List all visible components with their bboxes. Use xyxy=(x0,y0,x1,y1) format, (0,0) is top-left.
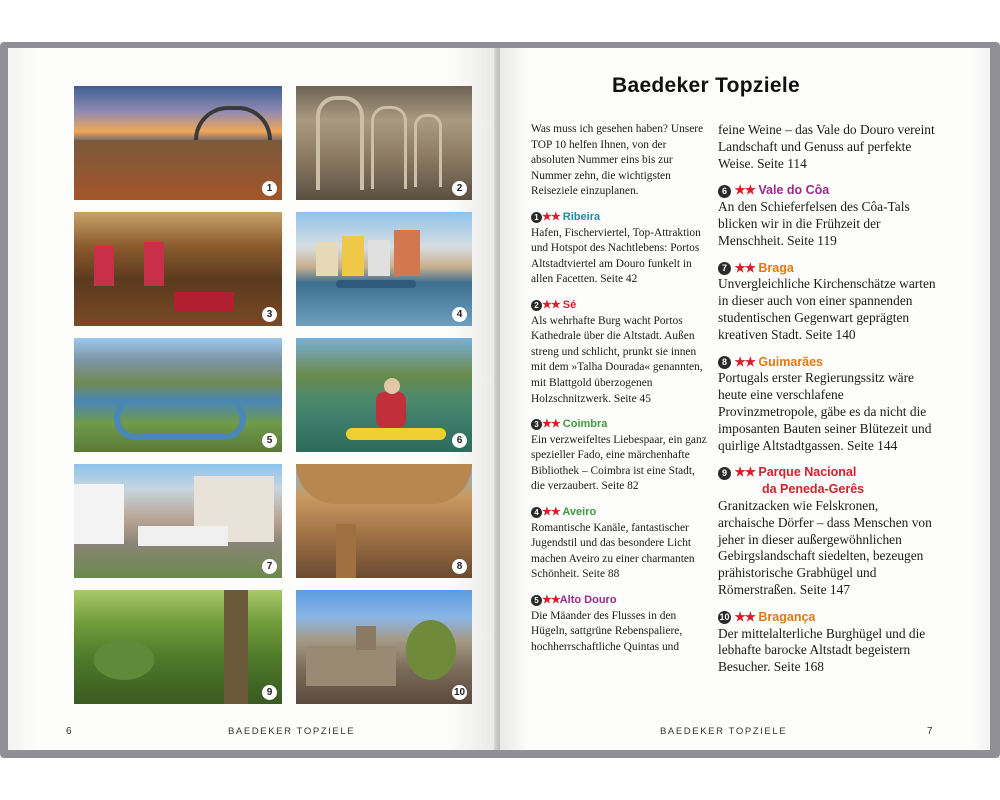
number-badge: 7 xyxy=(718,262,731,275)
entry-text: Ein verzweifeltes Liebespaar, ein ganz spezieller Fado, eine märchenhafte Bibliothek – Coimbra ist eine Stadt, die verzaubert. Seite 82 xyxy=(531,433,707,493)
entry-title: Parque Nacional xyxy=(758,465,857,480)
topziel-entry-1 xyxy=(531,210,709,288)
photo-3 xyxy=(74,212,282,326)
topziel-entry-5 xyxy=(531,593,709,655)
photo-8 xyxy=(296,464,472,578)
entry-text: Granitzacken wie Felskronen, archaische Dörfer – dass Menschen von jeher in dieser außergewöhnlichen Gebirgslandschaft siedelten, bezeugen prähistorische Grabhügel und Römerstraßen. Seite 147 xyxy=(718,497,932,597)
number-badge: 2 xyxy=(531,300,542,311)
entry-text: Die Mäander des Flusses in den Hügeln, sattgrüne Rebenspaliere, hochherrschaftliche Quintas und xyxy=(531,609,683,653)
topziel-entry-2 xyxy=(531,298,709,407)
entry-title: Coimbra xyxy=(562,418,608,431)
entry-title: Bragança xyxy=(758,609,816,624)
photo-2 xyxy=(296,86,472,200)
topziel-entry-6 xyxy=(718,182,938,249)
entry-title: Guimarães xyxy=(758,354,824,369)
entry-title: Sé xyxy=(562,298,577,311)
text-column-1 xyxy=(531,122,709,665)
topziel-entry-4 xyxy=(531,505,709,583)
text-column-2 xyxy=(718,122,938,686)
number-badge: 1 xyxy=(531,212,542,223)
number-badge: 10 xyxy=(719,611,730,622)
entry-title-line-2: da Peneda-Gerês xyxy=(762,482,865,497)
page-title: Baedeker Topziele xyxy=(612,74,800,97)
photo-number: 5 xyxy=(262,433,277,448)
topziel-entry-3 xyxy=(531,417,709,495)
photo-4 xyxy=(296,212,472,326)
photo-number: 9 xyxy=(262,685,277,700)
entry-5-continuation: feine Weine – das Vale do Douro vereint Landschaft und Genuss auf perfekte Weise. Seite 114 xyxy=(718,122,935,171)
photo-number: 4 xyxy=(452,307,467,322)
star-rating: ★★ xyxy=(542,298,560,311)
star-rating: ★★ xyxy=(734,609,755,624)
entry-text: Portugals erster Regierungssitz wäre heute eine verschlafene Provinzmetropole, gäbe es da nicht die imposanten Bauten seiner Blütezeit und quirlige Altstadtgassen. Seite 144 xyxy=(718,370,932,453)
entry-title: Vale do Côa xyxy=(758,183,830,198)
number-badge: 5 xyxy=(531,595,542,606)
photo-number: 2 xyxy=(452,181,467,196)
star-rating: ★★ xyxy=(542,506,560,519)
photo-9 xyxy=(74,590,282,704)
star-rating: ★★ xyxy=(542,594,560,607)
open-book xyxy=(0,42,1000,758)
star-rating: ★★ xyxy=(734,354,755,369)
topziel-entry-8 xyxy=(718,354,938,455)
photo-number: 3 xyxy=(262,307,277,322)
photo-number: 10 xyxy=(453,687,466,698)
photo-number: 7 xyxy=(262,559,277,574)
running-head-left: BAEDEKER TOPZIELE xyxy=(228,726,356,737)
number-badge: 4 xyxy=(531,507,542,518)
photo-1 xyxy=(74,86,282,200)
topziel-entry-10 xyxy=(718,609,938,676)
entry-text: Romantische Kanäle, fantastischer Jugendstil und das besondere Licht machen Aveiro zu einer charmanten Schönheit. Seite 88 xyxy=(531,521,695,581)
number-badge: 3 xyxy=(531,419,542,430)
entry-text: An den Schieferfelsen des Côa-Tals blicken wir in die Frühzeit der Menschheit. Seite 119 xyxy=(718,199,910,248)
photo-number: 8 xyxy=(452,559,467,574)
entry-text: Als wehrhafte Burg wacht Portos Kathedrale über die Altstadt. Außen streng und schlicht, prunkt sie innen mit dem »Talha Dourada« genannten, mit Blattgold überzogenen Holzschnitzwerk. Seite 45 xyxy=(531,314,703,405)
number-badge: 8 xyxy=(718,356,731,369)
photo-5 xyxy=(74,338,282,452)
entry-title: Aveiro xyxy=(562,506,597,519)
star-rating: ★★ xyxy=(734,183,755,198)
intro-paragraph: Was muss ich gesehen haben? Unsere TOP 10 helfen Ihnen, von der absoluten Nummer eins bis zur Nummer zehn, die wichtigsten Reiseziele einzuplanen. xyxy=(531,123,704,198)
star-rating: ★★ xyxy=(542,210,560,223)
star-rating: ★★ xyxy=(734,465,755,480)
entry-title: Ribeira xyxy=(562,210,601,223)
running-head-right: BAEDEKER TOPZIELE xyxy=(660,726,788,737)
page-number-right: 7 xyxy=(927,726,933,737)
star-rating: ★★ xyxy=(734,260,755,275)
photo-6 xyxy=(296,338,472,452)
topziel-entry-9 xyxy=(718,464,938,598)
photo-number: 1 xyxy=(262,181,277,196)
number-badge: 9 xyxy=(718,467,731,480)
star-rating: ★★ xyxy=(542,418,560,431)
left-page xyxy=(8,48,496,750)
photo-10 xyxy=(296,590,472,704)
entry-text: Hafen, Fischerviertel, Top-Attraktion und Hotspot des Nachtlebens: Portos Altstadtviertel am Douro funkelt in allen Facetten. Seite 42 xyxy=(531,226,701,286)
entry-text: Der mittelalterliche Burghügel und die lebhafte barocke Altstadt begeistern Besucher. Seite 168 xyxy=(718,625,926,675)
photo-number: 6 xyxy=(452,433,467,448)
photo-7 xyxy=(74,464,282,578)
number-badge: 6 xyxy=(718,185,731,198)
entry-text: Unvergleichliche Kirchenschätze warten in dieser auch von einer spannenden studentischen Gegenwart geprägten kreativen Stadt. Seite 140 xyxy=(718,276,936,342)
entry-title: Braga xyxy=(758,260,794,275)
entry-title: Alto Douro xyxy=(559,594,617,607)
topziel-entry-7 xyxy=(718,260,938,344)
page-number-left: 6 xyxy=(66,726,72,737)
